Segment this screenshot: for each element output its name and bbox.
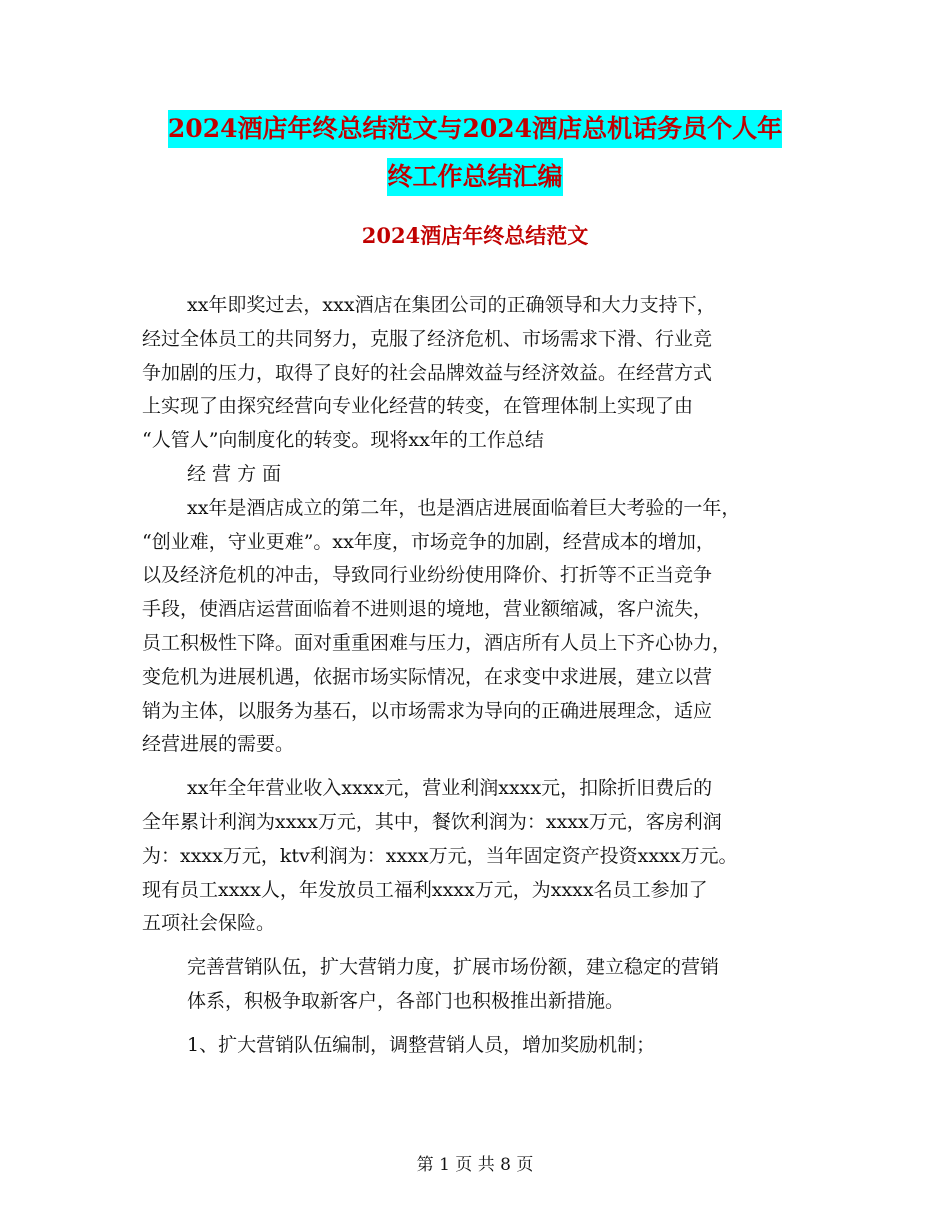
paragraph-line: 争加剧的压力，取得了良好的社会品牌效益与经济效益。在经营方式 [142, 361, 713, 384]
paragraph-line: 体系，积极争取新客户，各部门也积极推出新措施。 [187, 989, 625, 1012]
page-footer: 第 1 页 共 8 页 [416, 1155, 534, 1175]
paragraph-line: xx年即奖过去，xxx酒店在集团公司的正确领导和大力支持下， [187, 294, 716, 316]
paragraph-line: 为：xxxx万元，ktv利润为：xxxx万元，当年固定资产投资xxxx万元。 [142, 844, 738, 867]
paragraph-line: 经过全体员工的共同努力，克服了经济危机、市场需求下滑、行业竞 [142, 327, 713, 350]
paragraph-line: 变危机为进展机遇，依据市场实际情况，在求变中求进展，建立以营 [142, 665, 713, 688]
paragraph-line: 员工积极性下降。面对重重困难与压力，酒店所有人员上下齐心协力， [142, 631, 732, 654]
paragraph-line: 五项社会保险。 [142, 912, 276, 935]
title-line-2: 终工作总结汇编 [387, 158, 562, 196]
paragraph-line: 手段，使酒店运营面临着不进则退的境地，营业额缩减，客户流失， [142, 598, 713, 621]
section-heading: 2024酒店年终总结范文 [361, 223, 589, 248]
section-label: 经 营 方 面 [187, 462, 282, 485]
paragraph-line: xx年全年营业收入xxxx元，营业利润xxxx元，扣除折旧费后的 [187, 777, 713, 800]
document-title [0, 110, 950, 206]
list-item: 1、扩大营销队伍编制，调整营销人员，增加奖励机制； [187, 1033, 656, 1056]
paragraph-line: 经营进展的需要。 [142, 733, 295, 756]
paragraph-line: 现有员工xxxx人，年发放员工福利xxxx万元，为xxxx名员工参加了 [142, 878, 708, 901]
paragraph-line: “人管人”向制度化的转变。现将xx年的工作总结 [142, 429, 544, 452]
paragraph-line: 以及经济危机的冲击，导致同行业纷纷使用降价、打折等不正当竞争 [142, 564, 713, 587]
paragraph-line: 完善营销队伍，扩大营销力度，扩展市场份额，建立稳定的营销 [187, 956, 720, 979]
paragraph-line: “创业难，守业更难”。xx年度，市场竞争的加剧，经营成本的增加， [142, 530, 715, 553]
paragraph-line: 上实现了由探究经营向专业化经营的转变，在管理体制上实现了由 [142, 395, 694, 418]
paragraph-line: 全年累计利润为xxxx万元，其中，餐饮利润为：xxxx万元，客房利润 [142, 810, 722, 833]
body-text [142, 289, 832, 1063]
paragraph-line: xx年是酒店成立的第二年，也是酒店进展面临着巨大考验的一年， [187, 496, 741, 519]
paragraph-line: 销为主体，以服务为基石，以市场需求为导向的正确进展理念，适应 [142, 699, 713, 722]
title-line-1: 2024酒店年终总结范文与2024酒店总机话务员个人年 [168, 110, 782, 148]
